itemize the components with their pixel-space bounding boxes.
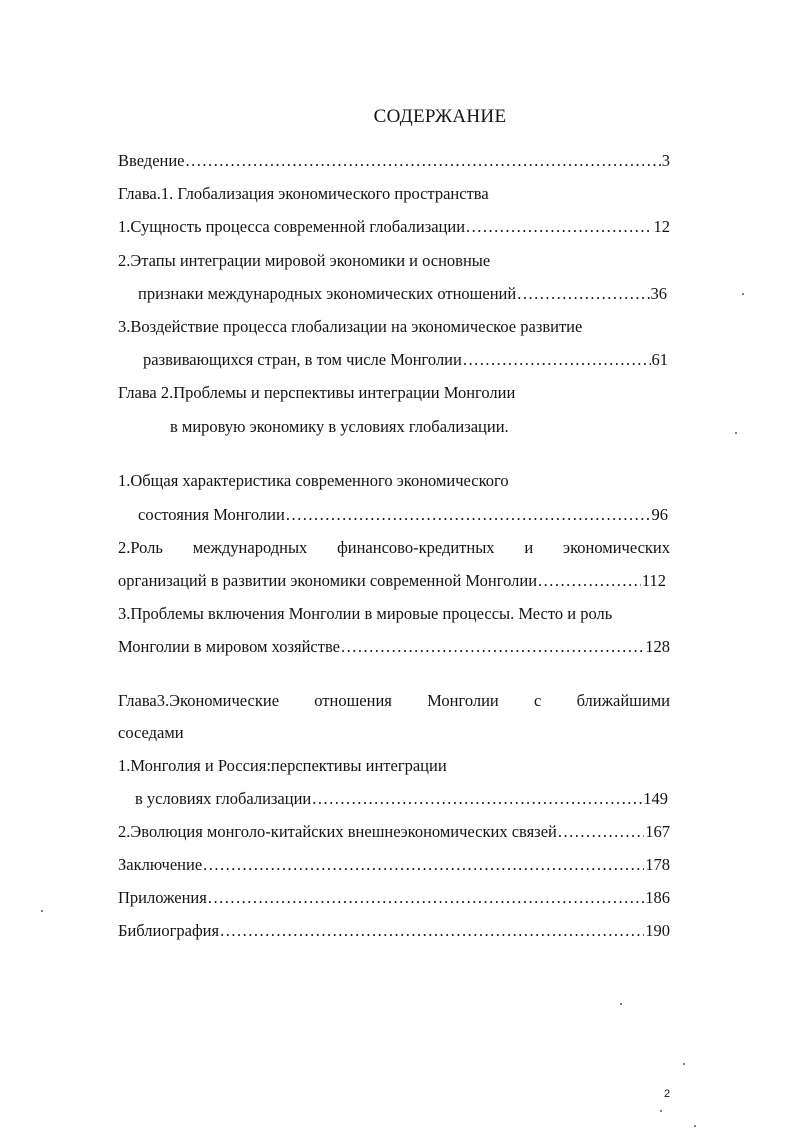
toc-entry-label: организаций в развитии экономики современной Монголии	[118, 571, 538, 590]
page-number: 2	[664, 1088, 671, 1100]
scan-speck	[742, 293, 744, 295]
dot-leader	[286, 504, 651, 526]
toc-entry-ch1-s3-line2	[143, 349, 668, 371]
toc-entry-label: Библиография	[118, 921, 220, 940]
toc-page-number: 167	[645, 822, 670, 841]
toc-entry-ch2-s2-line2	[118, 570, 666, 592]
toc-page-number: 128	[645, 637, 670, 656]
toc-page-number: 178	[645, 855, 670, 874]
toc-entry-ch3-s2	[118, 821, 670, 843]
dot-leader	[341, 636, 644, 658]
toc-chapter-2-heading-line1: Глава 2.Проблемы и перспективы интеграции Монголии	[118, 383, 516, 402]
toc-entry-label: Заключение	[118, 855, 203, 874]
toc-chapter-3-heading-line1: Глава3.Экономические отношения Монголии с ближайшими	[118, 691, 670, 710]
toc-entry-label: 1.Сущность процесса современной глобализации	[118, 217, 466, 236]
toc-entry-ch1-s3-line1: 3.Воздействие процесса глобализации на экономическое развитие	[118, 317, 583, 336]
scan-speck	[41, 910, 43, 912]
scan-speck	[660, 1110, 662, 1112]
toc-page-number: 186	[645, 888, 670, 907]
dot-leader	[466, 216, 652, 238]
toc-entry-label: Введение	[118, 151, 185, 170]
toc-entry-ch1-s1	[118, 216, 670, 238]
toc-entry-label: Монголии в мировом хозяйстве	[118, 637, 340, 656]
toc-entry-label: признаки международных экономических отношений	[138, 284, 517, 303]
toc-entry-ch2-s3-line1: 3.Проблемы включения Монголии в мировые процессы. Место и роль	[118, 604, 613, 623]
toc-page-number: 112	[641, 571, 666, 590]
toc-entry-ch2-s1-line2	[138, 504, 668, 526]
toc-entry-conclusion	[118, 854, 670, 876]
toc-entry-bibliography	[118, 920, 670, 942]
toc-entry-label: состояния Монголии	[138, 505, 285, 524]
page-title: СОДЕРЖАНИЕ	[373, 106, 507, 127]
toc-page-number: 12	[653, 217, 670, 236]
dot-leader	[558, 821, 644, 843]
toc-chapter-1-heading: Глава.1. Глобализация экономического пространства	[118, 184, 489, 203]
dot-leader	[220, 920, 644, 942]
toc-page-number: 96	[651, 505, 668, 524]
toc-entry-ch1-s2-line1: 2.Этапы интеграции мировой экономики и основные	[118, 251, 491, 270]
toc-page-number: 3	[661, 151, 670, 170]
toc-page-number: 61	[651, 350, 668, 369]
toc-page-number: 36	[650, 284, 667, 303]
toc-chapter-2-heading-line2: в мировую экономику в условиях глобализации.	[170, 417, 509, 436]
toc-page-number: 190	[645, 921, 670, 940]
toc-entry-ch3-s1-line2	[135, 788, 668, 810]
dot-leader	[463, 349, 651, 371]
toc-chapter-3-heading-line2: соседами	[118, 723, 184, 742]
toc-entry-intro	[118, 150, 670, 172]
toc-entry-appendix	[118, 887, 670, 909]
toc-entry-ch2-s3-line2	[118, 636, 670, 658]
dot-leader	[538, 570, 641, 592]
toc-entry-label: развивающихся стран, в том числе Монголии	[143, 350, 462, 369]
toc-entry-ch2-s1-line1: 1.Общая характеристика современного экономического	[118, 471, 509, 490]
dot-leader	[208, 887, 644, 909]
toc-entry-label: 2.Эволюция монголо-китайских внешнеэкономических связей	[118, 822, 557, 841]
toc-entry-ch2-s2-line1: 2.Роль международных финансово-кредитных и экономических	[118, 538, 670, 557]
scan-speck	[620, 1003, 622, 1005]
toc-entry-label: Приложения	[118, 888, 207, 907]
toc-entry-ch3-s1-line1: 1.Монголия и Россия:перспективы интеграции	[118, 756, 447, 775]
toc-entry-ch1-s2-line2	[138, 283, 667, 305]
dot-leader	[203, 854, 644, 876]
scan-speck	[683, 1063, 685, 1065]
dot-leader	[312, 788, 642, 810]
dot-leader	[186, 150, 661, 172]
scan-speck	[694, 1125, 696, 1127]
dot-leader	[517, 283, 649, 305]
scan-speck	[735, 432, 737, 434]
toc-page-number: 149	[643, 789, 668, 808]
toc-entry-label: в условиях глобализации	[135, 789, 312, 808]
